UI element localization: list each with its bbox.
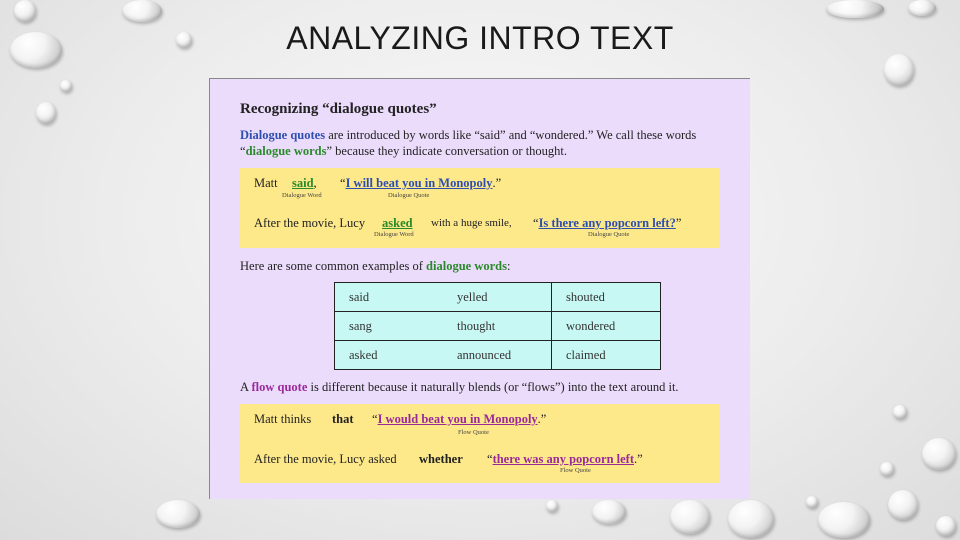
water-drop-decoration xyxy=(936,516,956,536)
example-2-quote-caption: Dialogue Quote xyxy=(588,231,630,238)
table-row xyxy=(335,312,661,341)
example-1-dialogue-quote: “I will beat you in Monopoly.” xyxy=(340,176,502,190)
water-drop-decoration xyxy=(670,500,710,534)
water-drop-decoration xyxy=(36,102,56,124)
example-2-middle: with a huge smile, xyxy=(431,217,512,229)
water-drop-decoration xyxy=(826,0,884,18)
water-drop-decoration xyxy=(806,496,818,508)
flow-2-caption: Flow Quote xyxy=(560,467,591,474)
flow-1-lead: Matt thinks xyxy=(254,412,312,426)
dialogue-examples-box xyxy=(240,168,720,248)
example-2-dialogue-word: asked xyxy=(382,216,413,230)
table-cell: yelled xyxy=(443,283,552,312)
example-1-quote-caption: Dialogue Quote xyxy=(388,192,430,199)
examples-intro-text: Here are some common examples of xyxy=(240,259,427,273)
water-drop-decoration xyxy=(592,500,626,524)
flow-1-connector: that xyxy=(332,412,354,426)
flow-2-lead: After the movie, Lucy asked xyxy=(254,452,397,466)
example-2-word-caption: Dialogue Word xyxy=(374,231,414,238)
water-drop-decoration xyxy=(818,502,870,538)
example-1-dialogue-word: said, xyxy=(292,176,317,190)
slide-title: ANALYZING INTRO TEXT xyxy=(286,20,674,56)
flow-intro-text-end: is different because it naturally blends (or “flows”) into the text around it. xyxy=(307,380,679,394)
intro-term-dialogue-words: dialogue words xyxy=(245,144,327,158)
content-panel xyxy=(209,78,750,499)
flow-intro-term: flow quote xyxy=(251,380,308,394)
water-drop-decoration xyxy=(888,490,918,520)
water-drop-decoration xyxy=(728,500,774,538)
table-cell: said xyxy=(335,283,444,312)
example-2-lead: After the movie, Lucy xyxy=(254,216,366,230)
water-drop-decoration xyxy=(922,438,956,470)
flow-intro-paragraph xyxy=(240,379,720,395)
examples-intro-paragraph xyxy=(240,258,720,274)
water-drop-decoration xyxy=(884,54,914,86)
examples-intro-term: dialogue words xyxy=(426,259,507,273)
flow-1-caption: Flow Quote xyxy=(458,429,489,436)
table-row xyxy=(335,341,661,370)
table-cell: announced xyxy=(443,341,552,370)
water-drop-decoration xyxy=(60,80,72,92)
table-cell: shouted xyxy=(552,283,661,312)
water-drop-decoration xyxy=(156,500,200,528)
water-drop-decoration xyxy=(893,405,907,419)
example-1-word-caption: Dialogue Word xyxy=(282,192,322,199)
table-cell: sang xyxy=(335,312,444,341)
water-drop-decoration xyxy=(122,0,162,22)
water-drop-decoration xyxy=(880,462,894,476)
table-cell: claimed xyxy=(552,341,661,370)
intro-text: are introduced by words like “said” and “wondered.” We call these words “ xyxy=(240,128,697,158)
flow-2-quote: “there was any popcorn left.” xyxy=(487,452,643,466)
example-2-dialogue-quote: “Is there any popcorn left?” xyxy=(533,216,682,230)
intro-text-end: ” because they indicate conversation or thought. xyxy=(326,144,568,158)
flow-intro-text: A xyxy=(240,380,252,394)
flow-1-quote: “I would beat you in Monopoly.” xyxy=(372,412,547,426)
intro-paragraph xyxy=(240,127,720,159)
table-row xyxy=(335,283,661,312)
dialogue-words-table xyxy=(334,282,661,370)
flow-examples-box xyxy=(240,404,720,483)
table-cell: thought xyxy=(443,312,552,341)
examples-intro-colon: : xyxy=(506,259,511,273)
intro-term-dialogue-quotes: Dialogue quotes xyxy=(240,128,326,142)
water-drop-decoration xyxy=(546,500,558,512)
panel-heading: Recognizing “dialogue quotes” xyxy=(240,101,437,117)
water-drop-decoration xyxy=(14,0,36,22)
example-1-lead: Matt xyxy=(254,176,278,190)
table-cell: asked xyxy=(335,341,444,370)
flow-2-connector: whether xyxy=(419,452,463,466)
water-drop-decoration xyxy=(908,0,936,16)
table-cell: wondered xyxy=(552,312,661,341)
